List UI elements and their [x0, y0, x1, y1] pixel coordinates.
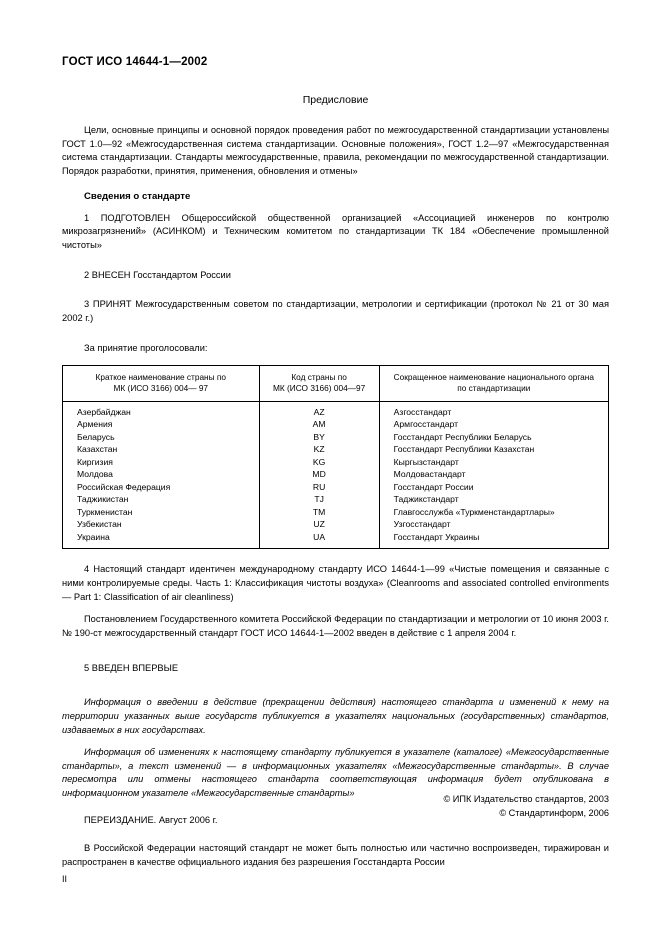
- table-row: [63, 431, 609, 444]
- about-item-1: 1 ПОДГОТОВЛЕН Общероссийской общественной организацией «Ассоциацией инженеров по контролю микрозагрязнений» (АСИНКОМ) и Техническим комитетом по стандартизации ТК 184 «Обеспечение промышленной чистоты»: [62, 212, 609, 250]
- copyright-line-2: © Стандартинформ, 2006: [499, 807, 609, 818]
- table-cell: Таджикстандарт: [379, 494, 608, 507]
- table-cell: Армгосстандарт: [379, 419, 608, 432]
- vote-intro: За принятие проголосовали:: [84, 342, 208, 353]
- item-5: 5 ВВЕДЕН ВПЕРВЫЕ: [84, 662, 179, 673]
- table-cell: Беларусь: [63, 431, 260, 444]
- table-cell: Азгосстандарт: [379, 401, 608, 418]
- footer-note-text: В Российской Федерации настоящий стандарт не может быть полностью или частично воспроизведен, тиражирован и распространен в качестве официального издания без разрешения Госстандарта России: [62, 843, 609, 868]
- table-row: [63, 494, 609, 507]
- table-cell: KZ: [259, 444, 379, 457]
- page-number: II: [62, 874, 68, 884]
- page-title: Предисловие: [302, 94, 369, 106]
- table-cell: Казахстан: [63, 444, 260, 457]
- about-item-2: 2 ВНЕСЕН Госстандартом России: [84, 269, 231, 280]
- about-standard-heading: Сведения о стандарте: [84, 190, 191, 202]
- table-row: [63, 456, 609, 469]
- table-cell: Госстандарт России: [379, 481, 608, 494]
- about-item-3: 3 ПРИНЯТ Межгосударственным советом по стандартизации, метрологии и сертификации (протокол № 21 от 30 мая 2002 г.): [62, 299, 609, 323]
- table-cell: AM: [259, 419, 379, 432]
- item-4: 4 Настоящий стандарт идентичен международному стандарту ИСО 14644-1—99 «Чистые помещения и связанные с ними контролируемые среды. Часть 1: Классификация чистоты воздуха» (Cleanrooms and associated controlled environments — Part 1: Classification of air cleanliness): [62, 564, 609, 602]
- table-cell: Узгосстандарт: [379, 519, 608, 532]
- table-cell: Кыргызстандарт: [379, 456, 608, 469]
- table-cell: UZ: [259, 519, 379, 532]
- item-4-continued: Постановлением Государственного комитета Российской Федерации по стандартизации и метрологии от 10 июня 2003 г. № 190-ст межгосударственный стандарт ГОСТ ИСО 14644-1—2002 введен в действие с 1 апреля 2004 г.: [62, 614, 609, 638]
- intro-paragraph: Цели, основные принципы и основной порядок проведения работ по межгосударственной стандартизации установлены ГОСТ 1.0—92 «Межгосударственная система стандартизации. Основные положения», ГОСТ 1.2—97 «Межгосударственная система стандартизации. Стандарты межгосударственные, правила, рекомендации по межгосударственной стандартизации. Порядок разработки, принятия, применения, обновления и отмены»: [62, 125, 609, 176]
- table-row: [63, 469, 609, 482]
- table-cell: KG: [259, 456, 379, 469]
- notice-block: [62, 696, 609, 801]
- table-row: [63, 444, 609, 457]
- table-cell: Киргизия: [63, 456, 260, 469]
- table-row: [63, 401, 609, 418]
- table-cell: Главгосслужба «Туркменстандартлары»: [379, 506, 608, 519]
- table-cell: UA: [259, 531, 379, 548]
- column-header-country: Краткое наименование страны по МК (ИСО 3166) 004— 97: [63, 366, 260, 401]
- table-body: [63, 401, 609, 549]
- table-cell: Армения: [63, 419, 260, 432]
- table-cell: RU: [259, 481, 379, 494]
- table-row: [63, 419, 609, 432]
- table-cell: Госстандарт Украины: [379, 531, 608, 548]
- table-cell: BY: [259, 431, 379, 444]
- table-cell: Туркменистан: [63, 506, 260, 519]
- table-row: [63, 481, 609, 494]
- column-header-body: Сокращенное наименование национального органа по стандартизации: [379, 366, 608, 401]
- table-cell: TM: [259, 506, 379, 519]
- table-cell: Молдова: [63, 469, 260, 482]
- table-cell: MD: [259, 469, 379, 482]
- countries-table: [62, 365, 609, 549]
- table-cell: Украина: [63, 531, 260, 548]
- table-cell: Российская Федерация: [63, 481, 260, 494]
- table-cell: TJ: [259, 494, 379, 507]
- table-cell: Госстандарт Республики Казахстан: [379, 444, 608, 457]
- table-row: [63, 531, 609, 548]
- notice-paragraph-2: Информация об изменениях к настоящему стандарту публикуется в указателе (каталоге) «Межгосударственные стандарты», а текст изменений — в информационных указателях «Межгосударственные стандарты». В случае пересмотра или отмены настоящего стандарта соответствующая информация будет опубликована в информационном указателе «Межгосударственные стандарты»: [62, 747, 609, 799]
- reissue-note: ПЕРЕИЗДАНИЕ. Август 2006 г.: [84, 814, 218, 825]
- table-cell: Таджикистан: [63, 494, 260, 507]
- table-row: [63, 506, 609, 519]
- table-header-row: [63, 366, 609, 401]
- footer-note: [62, 842, 609, 869]
- table-cell: AZ: [259, 401, 379, 418]
- table-cell: Азербайджан: [63, 401, 260, 418]
- column-header-code: Код страны по МК (ИСО 3166) 004—97: [259, 366, 379, 401]
- document-standard-number: ГОСТ ИСО 14644-1—2002: [62, 56, 208, 68]
- notice-paragraph-1: Информация о введении в действие (прекращении действия) настоящего стандарта и изменений к нему на территории указанных выше государств публикуется в указателях национальных (государственных) стандартов, издаваемых в них государствах.: [62, 697, 609, 735]
- table-cell: Госстандарт Республики Беларусь: [379, 431, 608, 444]
- table-row: [63, 519, 609, 532]
- table-cell: Молдовастандарт: [379, 469, 608, 482]
- table-cell: Узбекистан: [63, 519, 260, 532]
- copyright-line-1: © ИПК Издательство стандартов, 2003: [443, 793, 609, 804]
